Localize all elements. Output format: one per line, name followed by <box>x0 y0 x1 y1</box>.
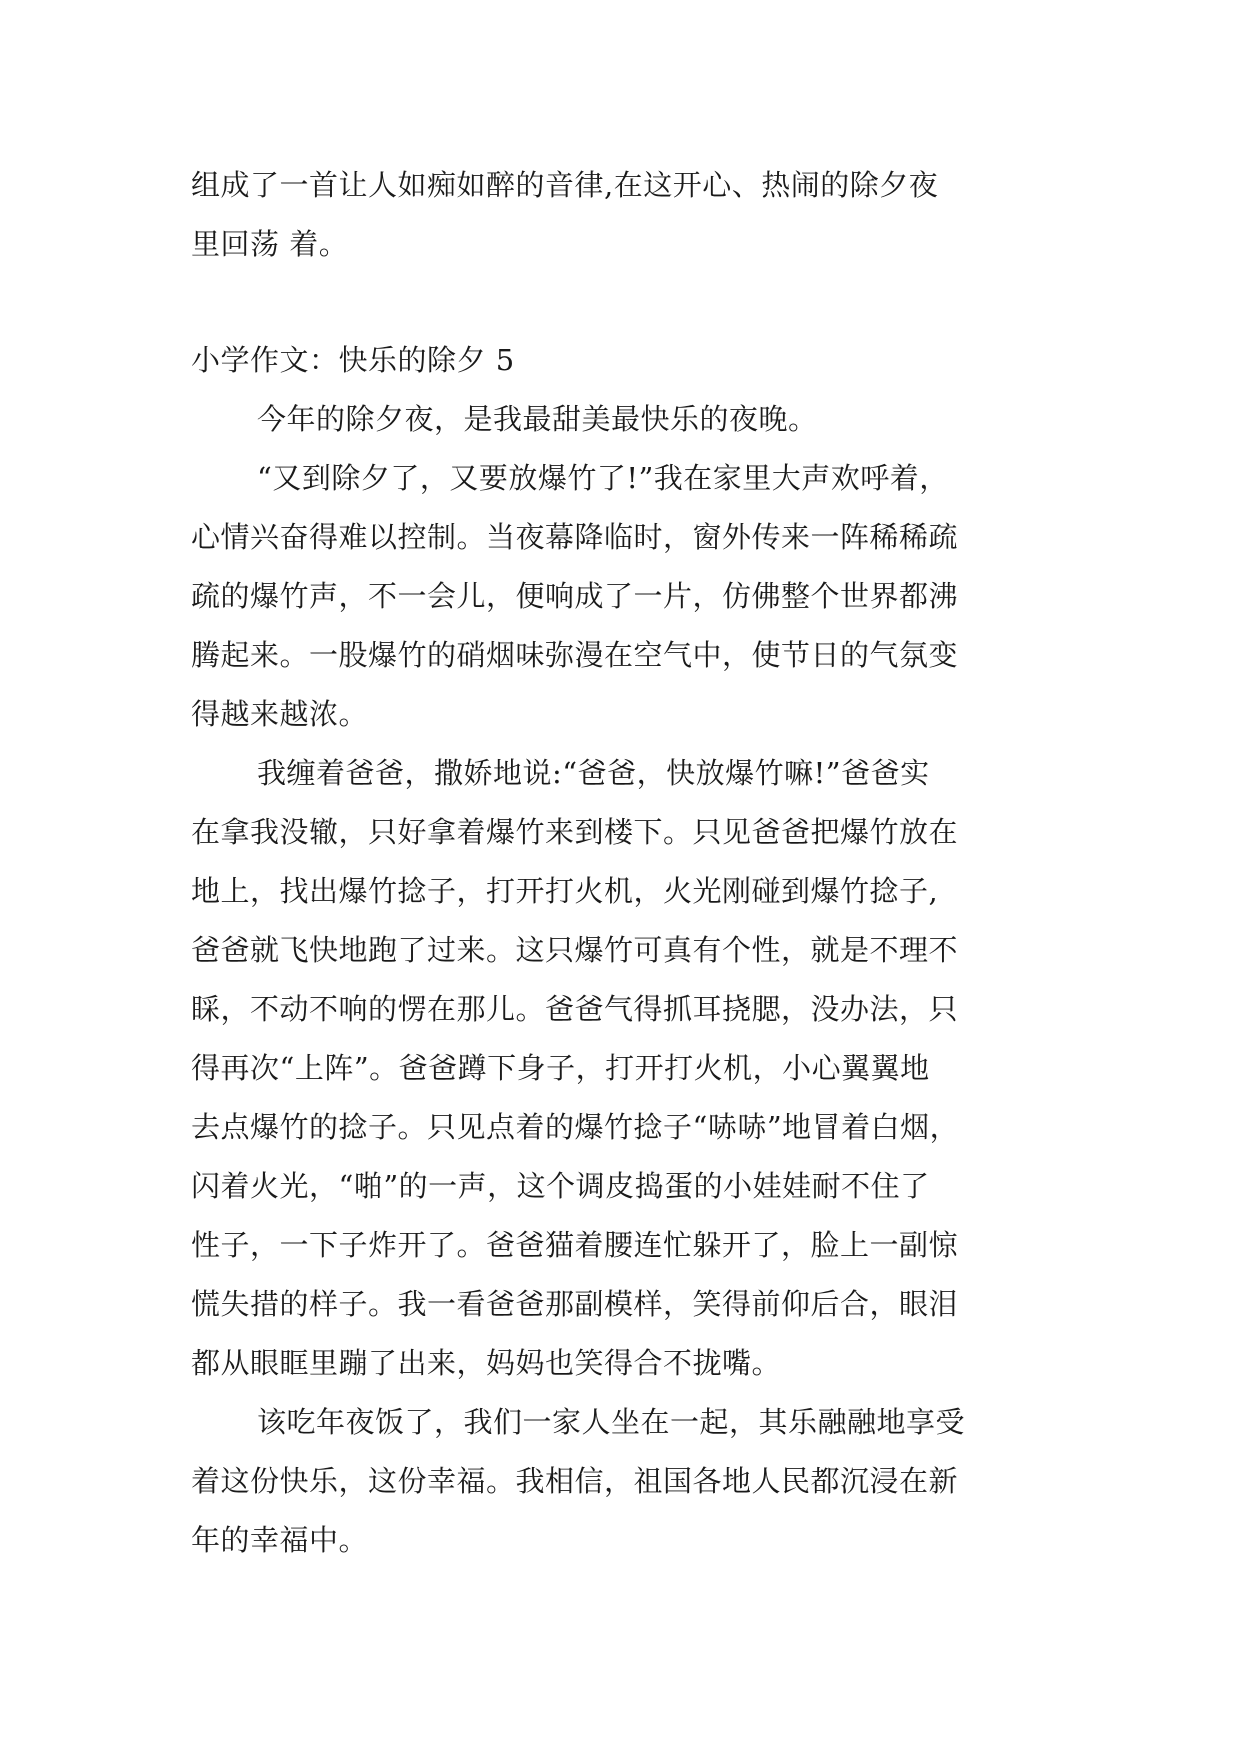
text-line: “又到除夕了，又要放爆竹了!”我在家里大声欢呼着， <box>257 461 949 495</box>
text-line: 今年的除夕夜，是我最甜美最快乐的夜晚。 <box>257 402 818 436</box>
intro-paragraph <box>191 156 1061 274</box>
text-line: 地上，找出爆竹捻子，打开打火机，火光刚碰到爆竹捻子, <box>191 874 939 908</box>
essay-section <box>191 331 1061 1570</box>
essay-title: 小学作文：快乐的除夕 5 <box>191 343 515 377</box>
text-line: 心情兴奋得难以控制。当夜幕降临时，窗外传来一阵稀稀疏 <box>191 520 959 554</box>
text-line: 性子，一下子炸开了。爸爸猫着腰连忙躲开了，脸上一副惊 <box>191 1228 959 1262</box>
text-line: 年的幸福中。 <box>191 1523 369 1557</box>
text-line: 睬，不动不响的愣在那儿。爸爸气得抓耳挠腮，没办法，只 <box>191 992 959 1026</box>
text-line: 着这份快乐，这份幸福。我相信，祖国各地人民都沉浸在新 <box>191 1464 959 1498</box>
text-line: 得再次“上阵”。爸爸蹲下身子，打开打火机，小心翼翼地 <box>191 1051 930 1085</box>
text-line: 闪着火光，“啪”的一声，这个调皮捣蛋的小娃娃耐不住了 <box>191 1169 930 1203</box>
text-line: 组成了一首让人如痴如醉的音律,在这开心、热闹的除夕夜 <box>191 168 939 202</box>
text-line: 爸爸就飞快地跑了过来。这只爆竹可真有个性，就是不理不 <box>191 933 959 967</box>
text-line: 我缠着爸爸，撒娇地说:“爸爸，快放爆竹嘛!”爸爸实 <box>257 756 930 790</box>
text-line: 该吃年夜饭了，我们一家人坐在一起，其乐融融地享受 <box>257 1405 966 1439</box>
text-line: 里回荡 着。 <box>191 227 349 261</box>
text-line: 得越来越浓。 <box>191 697 369 731</box>
text-line: 都从眼眶里蹦了出来，妈妈也笑得合不拢嘴。 <box>191 1346 782 1380</box>
text-line: 疏的爆竹声，不一会儿，便响成了一片，仿佛整个世界都沸 <box>191 579 959 613</box>
text-line: 在拿我没辙，只好拿着爆竹来到楼下。只见爸爸把爆竹放在 <box>191 815 959 849</box>
text-line: 慌失措的样子。我一看爸爸那副模样，笑得前仰后合，眼泪 <box>191 1287 959 1321</box>
text-line: 腾起来。一股爆竹的硝烟味弥漫在空气中，使节日的气氛变 <box>191 638 959 672</box>
text-line: 去点爆竹的捻子。只见点着的爆竹捻子“哧哧”地冒着白烟， <box>191 1110 960 1144</box>
